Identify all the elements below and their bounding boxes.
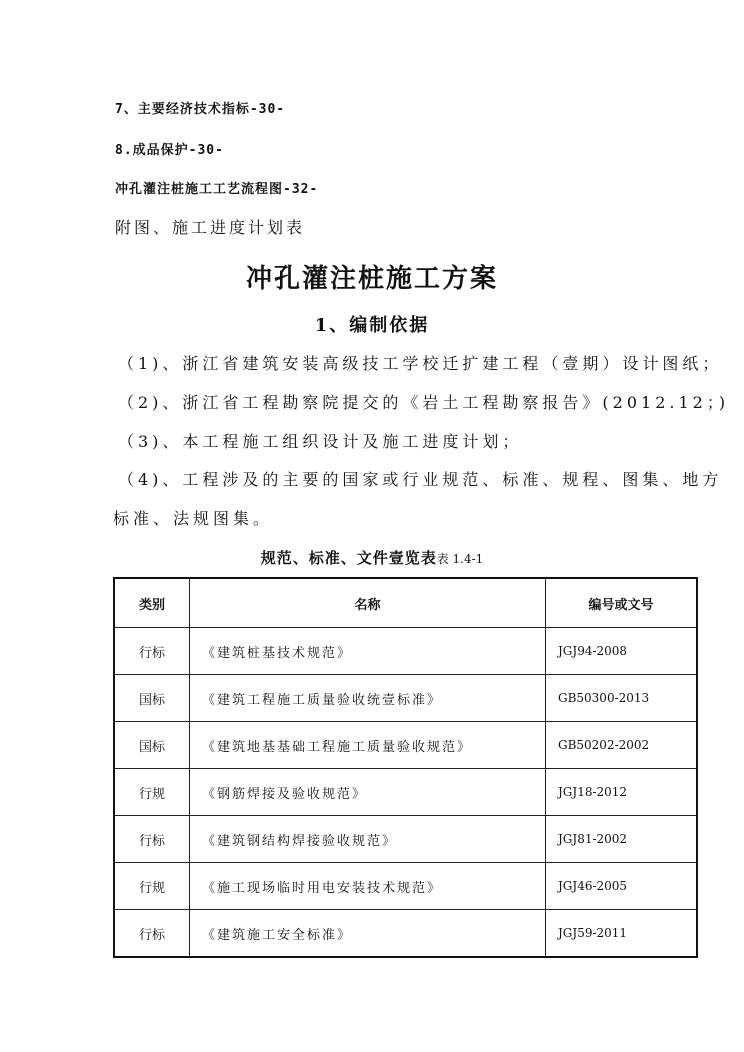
cell-category: 行规 (114, 863, 190, 910)
table-caption-number: 表 1.4-1 (436, 552, 484, 566)
cell-name: 《钢筋焊接及验收规范》 (190, 769, 546, 816)
table-row (114, 769, 697, 816)
table-row (114, 816, 697, 863)
cell-code: JGJ81-2002 (546, 816, 698, 863)
table-row (114, 628, 697, 675)
cell-code: JGJ18-2012 (546, 769, 698, 816)
basis-item: （2)、浙江省工程勘察院提交的《岩土工程勘察报告》(2012.12；) (118, 393, 730, 412)
table-caption (0, 547, 744, 568)
cell-name: 《建筑地基基础工程施工质量验收规范》 (190, 722, 546, 769)
cell-category: 国标 (114, 675, 190, 722)
basis-item: （4)、工程涉及的主要的国家或行业规范、标准、规程、图集、地方 (118, 470, 723, 489)
toc-entry: 7、主要经济技术指标-30- (115, 102, 286, 117)
cell-code: JGJ94-2008 (546, 628, 698, 675)
toc-entry: 附图、施工进度计划表 (115, 218, 306, 237)
table-row (114, 722, 697, 769)
toc-entry: 冲孔灌注桩施工工艺流程图-32- (115, 182, 319, 197)
standards-table (113, 577, 698, 958)
cell-name: 《建筑钢结构焊接验收规范》 (190, 816, 546, 863)
document-title: 冲孔灌注桩施工方案 (245, 264, 498, 294)
table-row (114, 863, 697, 910)
cell-name: 《施工现场临时用电安装技术规范》 (190, 863, 546, 910)
cell-category: 行标 (114, 816, 190, 863)
header-name: 名称 (190, 578, 546, 628)
cell-category: 行标 (114, 910, 190, 958)
cell-category: 行规 (114, 769, 190, 816)
cell-name: 《建筑桩基技术规范》 (190, 628, 546, 675)
header-code: 编号或文号 (546, 578, 698, 628)
cell-name: 《建筑施工安全标准》 (190, 910, 546, 958)
basis-item: （1)、浙江省建筑安装高级技工学校迁扩建工程（壹期）设计图纸； (118, 354, 723, 373)
header-category: 类别 (114, 578, 190, 628)
table-caption-title: 规范、标准、文件壹览表 (260, 549, 437, 567)
cell-code: JGJ59-2011 (546, 910, 698, 958)
cell-code: GB50202-2002 (546, 722, 698, 769)
table-row (114, 675, 697, 722)
cell-code: JGJ46-2005 (546, 863, 698, 910)
section-heading: 1、编制依据 (314, 315, 430, 336)
cell-name: 《建筑工程施工质量验收统壹标准》 (190, 675, 546, 722)
basis-item: （3)、本工程施工组织设计及施工进度计划； (118, 432, 523, 451)
cell-category: 国标 (114, 722, 190, 769)
table-row (114, 910, 697, 958)
basis-item-continuation: 标准、法规图集。 (113, 509, 274, 528)
cell-category: 行标 (114, 628, 190, 675)
table-header-row (114, 578, 697, 628)
toc-entry: 8.成品保护-30- (115, 143, 224, 158)
cell-code: GB50300-2013 (546, 675, 698, 722)
